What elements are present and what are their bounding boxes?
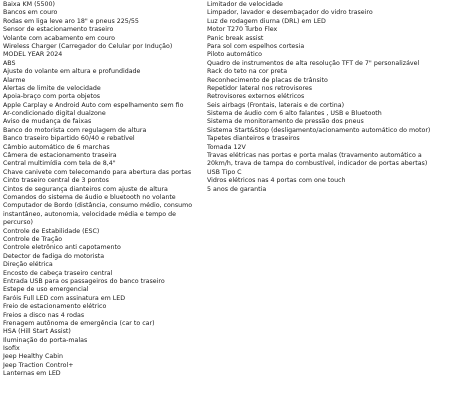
list-item: Motor T270 Turbo Flex xyxy=(207,26,278,34)
list-item: Estepe de uso emergencial xyxy=(3,286,89,294)
list-item: Apoia-braço com porta objetos xyxy=(3,93,101,101)
list-item: Alertas de limite de velocidade xyxy=(3,84,101,92)
list-item: HSA (Hill Start Assist) xyxy=(3,328,71,336)
features-list-left xyxy=(3,1,203,379)
list-item: Luz de rodagem diurna (DRL) em LED xyxy=(207,17,326,25)
list-item: MODEL YEAR 2024 xyxy=(3,51,63,59)
list-item: Isofix xyxy=(3,345,20,353)
list-item: Comandos do sistema de áudio e bluetooth no volante xyxy=(3,193,176,201)
list-item: Cintos de segurança dianteiros com ajuste de altura xyxy=(3,185,168,193)
list-item: Sensor de estacionamento traseiro xyxy=(3,26,114,34)
list-item: Limpador, lavador e desembaçador do vidro traseiro xyxy=(207,9,373,17)
list-item: Piloto automático xyxy=(207,51,263,59)
list-item: Sistema Start&Stop (desligamento/acionamento automático do motor) xyxy=(207,126,431,134)
list-item: Retrovisores externos elétricos xyxy=(207,93,305,101)
list-item: Freio de estacionamento elétrico xyxy=(3,303,107,311)
list-item: Rodas em liga leve aro 18" e pneus 225/55 xyxy=(3,17,139,25)
list-item: Baixa KM (5500) xyxy=(3,1,56,8)
list-item: Câmera de estacionamento traseira xyxy=(3,152,117,160)
list-item: Travas elétricas nas portas e porta malas (travamento automático a 20km/h, trava de tampa do combustível, indicador de portas abertas) xyxy=(207,152,428,168)
list-item: Para sol com espelhos cortesia xyxy=(207,42,305,50)
list-item: ABS xyxy=(3,59,16,67)
list-item: Cinto traseiro central de 3 pontos xyxy=(3,177,109,185)
list-item: Direção elétrica xyxy=(3,261,53,269)
list-item: Repetidor lateral nos retrovisores xyxy=(207,84,313,92)
list-item: Wireless Charger (Carregador do Celular por Indução) xyxy=(3,42,173,50)
list-item: Tapetes dianteiros e traseiros xyxy=(207,135,300,143)
list-item: Reconhecimento de placas de trânsito xyxy=(207,76,328,84)
list-item: Ar-condicionado digital dualzone xyxy=(3,110,106,118)
list-item: Alarme xyxy=(3,76,26,84)
list-item: Detector de fadiga do motorista xyxy=(3,252,105,260)
list-item: Faróis Full LED com assinatura em LED xyxy=(3,294,126,302)
list-item: Volante com acabamento em couro xyxy=(3,34,116,42)
list-item: Controle de Tração xyxy=(3,235,63,243)
list-item: Banco do motorista com regulagem de altura xyxy=(3,126,147,134)
list-item: Panic break assist xyxy=(207,34,264,42)
list-item: Iluminação do porta-malas xyxy=(3,336,88,344)
list-item: Quadro de instrumentos de alta resolução TFT de 7" personalizável xyxy=(207,59,420,67)
list-item: 5 anos de garantia xyxy=(207,185,267,193)
list-item: Aviso de mudança de faixas xyxy=(3,118,92,126)
list-item: Computador de Bordo (distância, consumo médio, consumo instantâneo, autonomia, velocidade média e tempo de percurso) xyxy=(3,202,193,227)
list-item: Frenagem autônoma de emergência (car to car) xyxy=(3,319,155,327)
list-item: Sistema de áudio com 6 alto falantes , USB e Bluetooth xyxy=(207,110,382,118)
list-item: Rack do teto na cor preta xyxy=(207,68,288,76)
list-item: Ajuste do volante em altura e profundidade xyxy=(3,68,141,76)
list-item: Jeep Healthy Cabin xyxy=(3,353,64,361)
list-item: Seis airbags (Frontais, laterais e de cortina) xyxy=(207,101,345,109)
list-item: Controle de Estabilidade (ESC) xyxy=(3,227,100,235)
list-item: Sistema de monitoramento de pressão dos pneus xyxy=(207,118,364,126)
list-item: Controle eletrônico anti capotamento xyxy=(3,244,121,252)
list-item: Apple Carplay e Android Auto com espelhamento sem fio xyxy=(3,101,184,109)
list-item: USB Tipo C xyxy=(207,168,242,176)
list-item: Câmbio automático de 6 marchas xyxy=(3,143,110,151)
list-item: Vidros elétricos nas 4 portas com one touch xyxy=(207,177,346,185)
features-list-right xyxy=(207,1,447,194)
list-item: Limitador de velocidade xyxy=(207,1,283,8)
list-item: Bancos em couro xyxy=(3,9,58,17)
list-item: Jeep Traction Control+ xyxy=(3,361,74,369)
list-item: Entrada USB para os passageiros do banco traseiro xyxy=(3,277,165,285)
list-item: Tomada 12V xyxy=(207,143,246,151)
list-item: Central multimídia com tela de 8,4" xyxy=(3,160,116,168)
list-item: Banco traseiro bipartido 60/40 e rebatível xyxy=(3,135,135,143)
list-item: Encosto de cabeça traseiro central xyxy=(3,269,113,277)
list-item: Chave canivete com telecomando para abertura das portas xyxy=(3,168,192,176)
list-item: Freios a disco nas 4 rodas xyxy=(3,311,85,319)
list-item: Lanternas em LED xyxy=(3,370,61,378)
